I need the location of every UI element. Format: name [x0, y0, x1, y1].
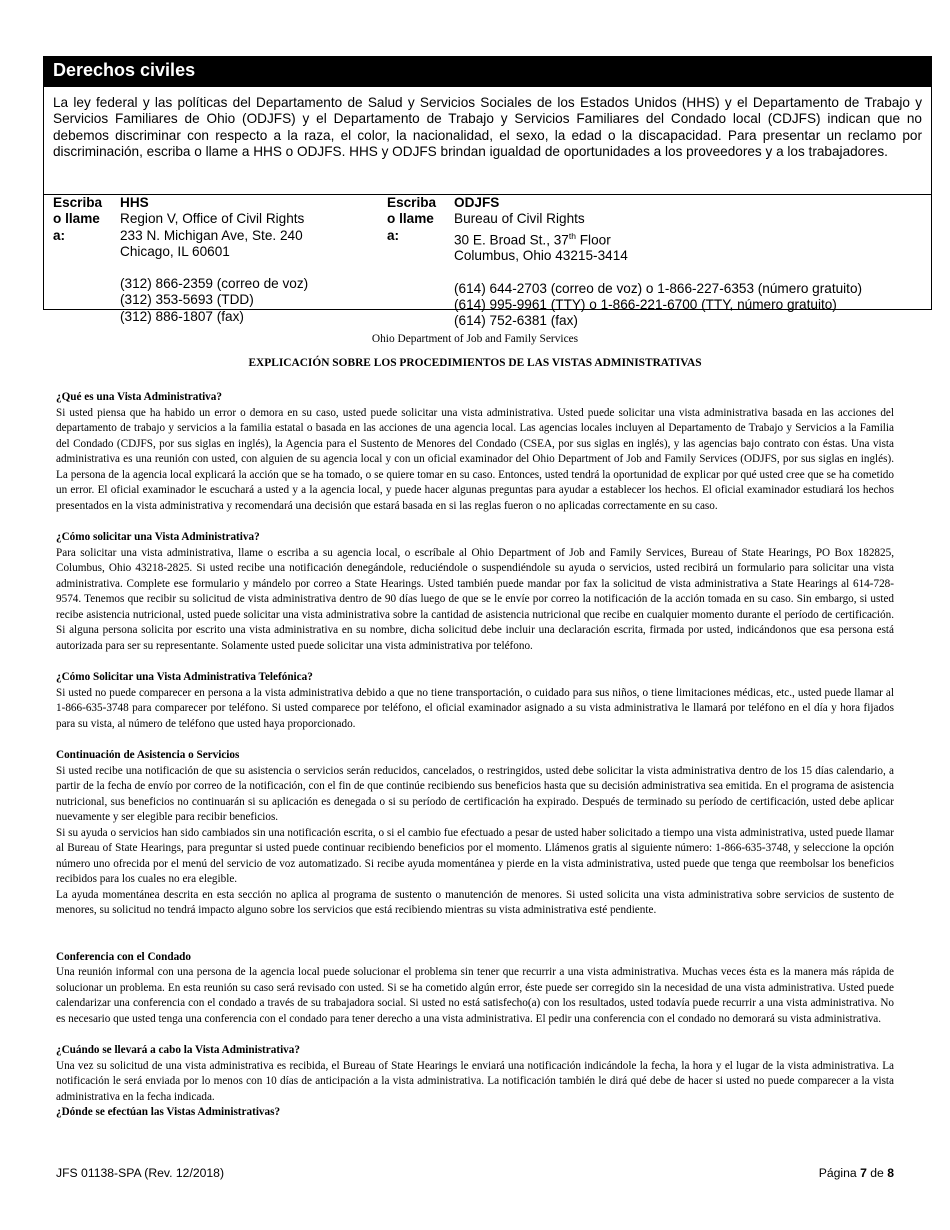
- odjfs-org: ODJFS: [454, 195, 500, 210]
- section-heading: ¿Dónde se efectúan las Vistas Administrativas?: [56, 1106, 281, 1118]
- section-heading: ¿Qué es una Vista Administrativa?: [56, 391, 222, 403]
- section-body: Si usted no puede comparecer en persona a la vista administrativa debido a que no tiene transportación, o cuidado para sus niños, o tiene limitaciones médicas, etc., usted puede llamar al 1-866-635-3748 para comparecer por teléfono. Si usted comparece por teléfono, el oficial examinador asignado a su vista administrativa le llamará por teléfono en el día y hora fijados para su vista, al número de teléfono que usted haya proporcionado.: [56, 686, 894, 730]
- section-what-is-hearing: [56, 390, 894, 514]
- section-county-conference: [56, 950, 894, 1028]
- hhs-fax: (312) 886-1807 (fax): [120, 308, 244, 324]
- civil-rights-title: Derechos civiles: [44, 57, 931, 87]
- odjfs-address: ODJFS Bureau of Civil Rights 30 E. Broad St., 37th Floor Columbus, Ohio 43215-3414 (614) 644-2703 (correo de voz) o 1-866-227-6353 (número gratuito) (614) 995-9961 (TTY) o 1-866-221-6700 (TTY, número gratuito) (614) 752-6381 (fax): [454, 195, 863, 329]
- section-heading: Continuación de Asistencia o Servicios: [56, 749, 240, 761]
- odjfs-tty: (614) 995-9961 (TTY) o 1-866-221-6700 (TTY, número gratuito): [454, 297, 837, 313]
- page-number: Página 7 de 8: [818, 1166, 894, 1180]
- odjfs-fax: (614) 752-6381 (fax): [454, 313, 578, 329]
- section-how-to-request: [56, 530, 894, 654]
- department-name: Ohio Department of Job and Family Services: [371, 333, 579, 345]
- hhs-tdd: (312) 353-5693 (TDD): [120, 292, 254, 308]
- form-id: JFS 01138-SPA (Rev. 12/2018): [56, 1166, 225, 1180]
- section-heading: ¿Cómo solicitar una Vista Administrativa?: [56, 531, 260, 543]
- civil-rights-box: [43, 56, 932, 329]
- hhs-phone: (312) 866-2359 (correo de voz): [120, 276, 309, 292]
- hhs-address: HHS Region V, Office of Civil Rights 233 N. Michigan Ave, Ste. 240 Chicago, IL 60601 (312) 866-2359 (correo de voz) (312) 353-5693 (TDD) (312) 886-1807 (fax): [120, 195, 309, 324]
- civil-rights-intro: La ley federal y las políticas del Departamento de Salud y Servicios Sociales de los Estados Unidos (HHS) y el Departamento de Trabajo y Servicios Familiares de Ohio (ODJFS) y el Departamento de Trabajo y Servicios Familiares del Condado local (CDJFS) indican que no debemos discriminar con respecto a la raza, el color, la nacionalidad, el sexo, la edad o la discapacidad. Para presentar un reclamo por discriminación, escriba o llame a HHS o ODJFS. HHS y ODJFS brindan igualdad de oportunidades a los proveedores y a los trabajadores.: [44, 87, 931, 195]
- document-title: EXPLICACIÓN SOBRE LOS PROCEDIMIENTOS DE LAS VISTAS ADMINISTRATIVAS: [248, 356, 702, 369]
- section-phone-hearing: [56, 670, 894, 732]
- section-body: La ayuda momentánea descrita en esta sección no aplica al programa de sustento o manutención de menores. Si usted solicita una vista administrativa sobre servicios de sustento de menores, su solicitud no tendrá impacto alguno sobre los servicios que está recibiendo mientras su vista administrativa esté pendiente.: [56, 888, 894, 916]
- section-continuation: [56, 748, 894, 919]
- section-body: Si usted recibe una notificación de que su asistencia o servicios serán reducidos, cancelados, o restringidos, usted debe solicitar la vista administrativa dentro de los 15 días calendario, a partir de la fecha de envío por correo de la notificación, con el fin de que continúe recibiendo sus beneficios hasta que su decisión administrativa sea emitida. En el programa de asistencia nutricional, sus beneficios no continuarán si su aplicación es denegada o si su período de certificación ha expirado. Después de terminado su período de certificación, usted debe aplicar nuevamente y ser elegible para recibir beneficios.: [56, 764, 894, 823]
- section-heading: ¿Cómo Solicitar una Vista Administrativa Telefónica?: [56, 671, 313, 683]
- section-body: Si usted piensa que ha habido un error o demora en su caso, usted puede solicitar una vista administrativa. Usted puede solicitar una vista administrativa basada en las acciones del departamento de trabajo y servicios a la familia estatal o basada en las acciones de una agencia local. Las agencias locales incluyen al Departamento de Trabajo y Servicios a la Familia del Condado (CDJFS, por sus siglas en inglés), la Agencia para el Sustento de Menores del Condado (CSEA, por sus siglas en inglés), y las agencias bajo contrato con éstas. Una vista administrativa es una reunión con usted, con alguien de su agencia local y con un oficial examinador del Ohio Department of Job and Family Services (ODJFS, por sus siglas en inglés). La persona de la agencia local explicará la acción que se ha tomado, o se quiere tomar en su caso. Entonces, usted tendrá la oportunidad de explicar por qué usted cree que se ha cometido un error. El oficial examinador le escuchará a usted y a la agencia local, y puede hacer algunas preguntas para ayudar a establecer los hechos. El oficial examinador estudiará los hechos presentados en la vista administrativa y recomendará una decisión que estará basada en si las reglas fueron o no aplicadas correctamente en su caso.: [56, 406, 894, 512]
- section-body: Una reunión informal con una persona de la agencia local puede solucionar el problema sin tener que recurrir a una vista administrativa. Muchas veces ésta es la manera más rápida de solucionar un problema. En esta reunión su caso será revisado con usted. Si se ha cometido algún error, éste puede ser corregido sin la necesidad de una vista administrativa. Usted puede calendarizar una conferencia con el condado a través de su trabajadora social. Si usted no está satisfecho(a) con los resultados, usted todavía puede recurrir a una vista administrativa. No es necesario que usted tenga una conferencia con el condado para tener derecho a una vista administrativa. El pedir una conferencia con el condado no demorará su vista administrativa.: [56, 966, 894, 1025]
- section-when: [56, 1043, 894, 1105]
- section-body: Para solicitar una vista administrativa, llame o escriba a su agencia local, o escríbale al Ohio Department of Job and Family Services, Bureau of State Hearings, PO Box 182825, Columbus, Ohio 43218-2825. Si usted recibe una notificación denegándole, reduciéndole o suspendiéndole su ayuda o servicios, usted recibirá un formulario para solicitar una vista administrativa. Complete ese formulario y mándelo por correo a State Hearings. Usted también puede mandar por fax la solicitud de vista administrativa a State Hearings al 614-728-9574. Tenemos que recibir su solicitud de vista administrativa dentro de 90 días luego de que se le envíe por correo la notificación de la acción tomada en su caso. Sin embargo, si usted recibe asistencia nutricional, usted puede solicitar una vista administrativa sobre la cantidad de asistencia nutricional que recibe en cualquier momento durante el período de certificación. Si alguna persona solicita por escrito una vista administrativa en su nombre, dicha solicitud debe incluir una declaración escrita, firmada por usted, indicándonos que esa persona está autorizada para ser su representante. Solamente usted puede solicitar una vista administrativa por teléfono.: [56, 546, 894, 652]
- odjfs-phone: (614) 644-2703 (correo de voz) o 1-866-227-6353 (número gratuito): [454, 280, 863, 296]
- hearing-procedures-document: [56, 332, 894, 1121]
- hhs-write-label: Escriba o llame a:: [53, 195, 103, 243]
- section-heading: Conferencia con el Condado: [56, 950, 191, 963]
- section-where: [56, 1105, 894, 1121]
- section-heading: ¿Cuándo se llevará a cabo la Vista Administrativa?: [56, 1044, 300, 1056]
- section-body: Una vez su solicitud de una vista administrativa es recibida, el Bureau of State Hearings le enviará una notificación indicándole la fecha, la hora y el lugar de la vista administrativa. La notificación le será enviada por lo menos con 10 días de anticipación a la vista administrativa. La notificación también le dirá qué debe de hacer si usted no puede comparecer a la vista administrativa en la fecha indicada.: [56, 1059, 894, 1103]
- section-body: Si su ayuda o servicios han sido cambiados sin una notificación escrita, o si el cambio fue efectuado a pesar de usted haber solicitado a tiempo una vista administrativa, usted puede llamar al Bureau of State Hearings, para preguntar si usted puede continuar recibiendo beneficios por el momento. Llámenos gratis al siguiente número: 1-866-635-3748, y seleccione la opción número uno ofrecida por el menú del servicio de voz automatizado. Si recibe ayuda momentánea y pierde en la vista administrativa, usted puede que tenga que reembolsar los beneficios recibidos para los cuales no era elegible.: [56, 826, 894, 885]
- hhs-org: HHS: [120, 195, 149, 210]
- odjfs-write-label: Escriba o llame a:: [387, 195, 437, 243]
